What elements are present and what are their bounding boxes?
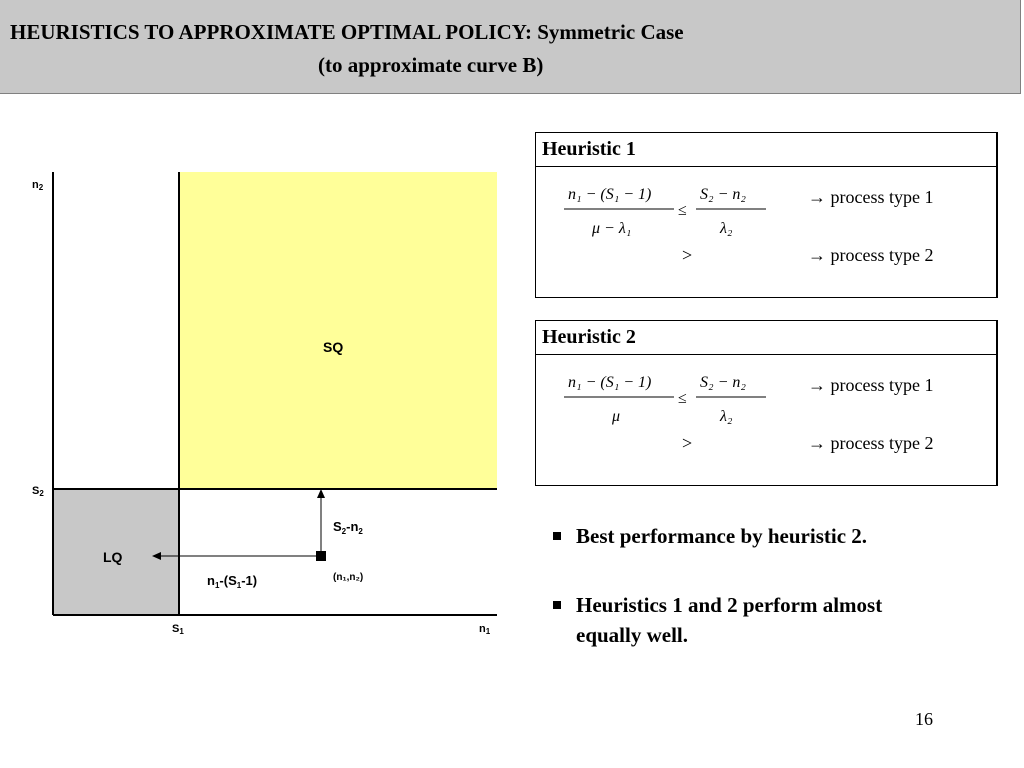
lq-label: LQ (103, 549, 123, 565)
heuristic-2-body (536, 355, 996, 485)
bullet-text: Best performance by heuristic 2. (576, 524, 868, 548)
sq-label: SQ (323, 339, 344, 355)
heuristic-2-operator-gt: > (682, 433, 693, 453)
heuristic-1-denominator-left: μ − λ₁ (592, 220, 632, 237)
heuristic-2-denominator-right: λ₂ (720, 408, 733, 425)
heuristic-2-operator: ≤ (678, 390, 687, 407)
heuristic-2-box (535, 320, 998, 486)
s2-label: S2 (32, 485, 44, 498)
heuristic-1-box (535, 132, 998, 298)
page-number: 16 (915, 709, 933, 729)
heuristic-1-operator: ≤ (678, 202, 687, 219)
heuristic-1-body (536, 167, 996, 297)
heuristic-2-denominator-left: μ (612, 408, 621, 425)
heuristic-1-result-le: → process type 1 (808, 187, 934, 207)
heuristic-2-result-le: → process type 1 (808, 375, 934, 395)
horizontal-arrow-label: $n_1-(S_1-1)$ (207, 573, 258, 590)
heuristic-1-formula (562, 177, 802, 247)
heuristic-1-numerator-left: n₁ − (S₁ − 1) (568, 186, 652, 203)
heuristic-1-result-gt: → process type 2 (808, 245, 934, 265)
bullet-square-icon (553, 532, 561, 540)
x-axis-label: n1 (479, 623, 491, 636)
state-point-label: (n₁,n₂) (333, 572, 364, 583)
heuristic-2-result-gt: → process type 2 (808, 433, 934, 453)
bullet-text: Heuristics 1 and 2 perform almost equally well. (576, 593, 883, 647)
y-axis-label: n2 (32, 179, 44, 192)
heuristic-2-title: Heuristic 2 (536, 321, 996, 355)
heuristic-1-operator-gt: > (682, 245, 693, 265)
bullet-square-icon (553, 601, 561, 609)
sq-region (179, 172, 497, 489)
slide-subtitle: (to approximate curve B) (318, 53, 544, 77)
vertical-arrow-label: $S_2-n_2$ (333, 519, 363, 536)
heuristic-1-denominator-right: λ₂ (720, 220, 733, 237)
heuristic-2-numerator-left: n₁ − (S₁ − 1) (568, 374, 652, 391)
heuristic-1-title: Heuristic 1 (536, 133, 996, 167)
heuristic-2-formula (562, 365, 802, 435)
heuristic-1-numerator-right: S₂ − n₂ (700, 186, 746, 203)
heuristic-2-numerator-right: S₂ − n₂ (700, 374, 746, 391)
state-point-marker (316, 551, 326, 561)
slide-title: HEURISTICS TO APPROXIMATE OPTIMAL POLICY: Symmetric Case (10, 20, 684, 44)
s1-label: S1 (172, 623, 184, 636)
vertical-arrow-head (317, 489, 325, 498)
